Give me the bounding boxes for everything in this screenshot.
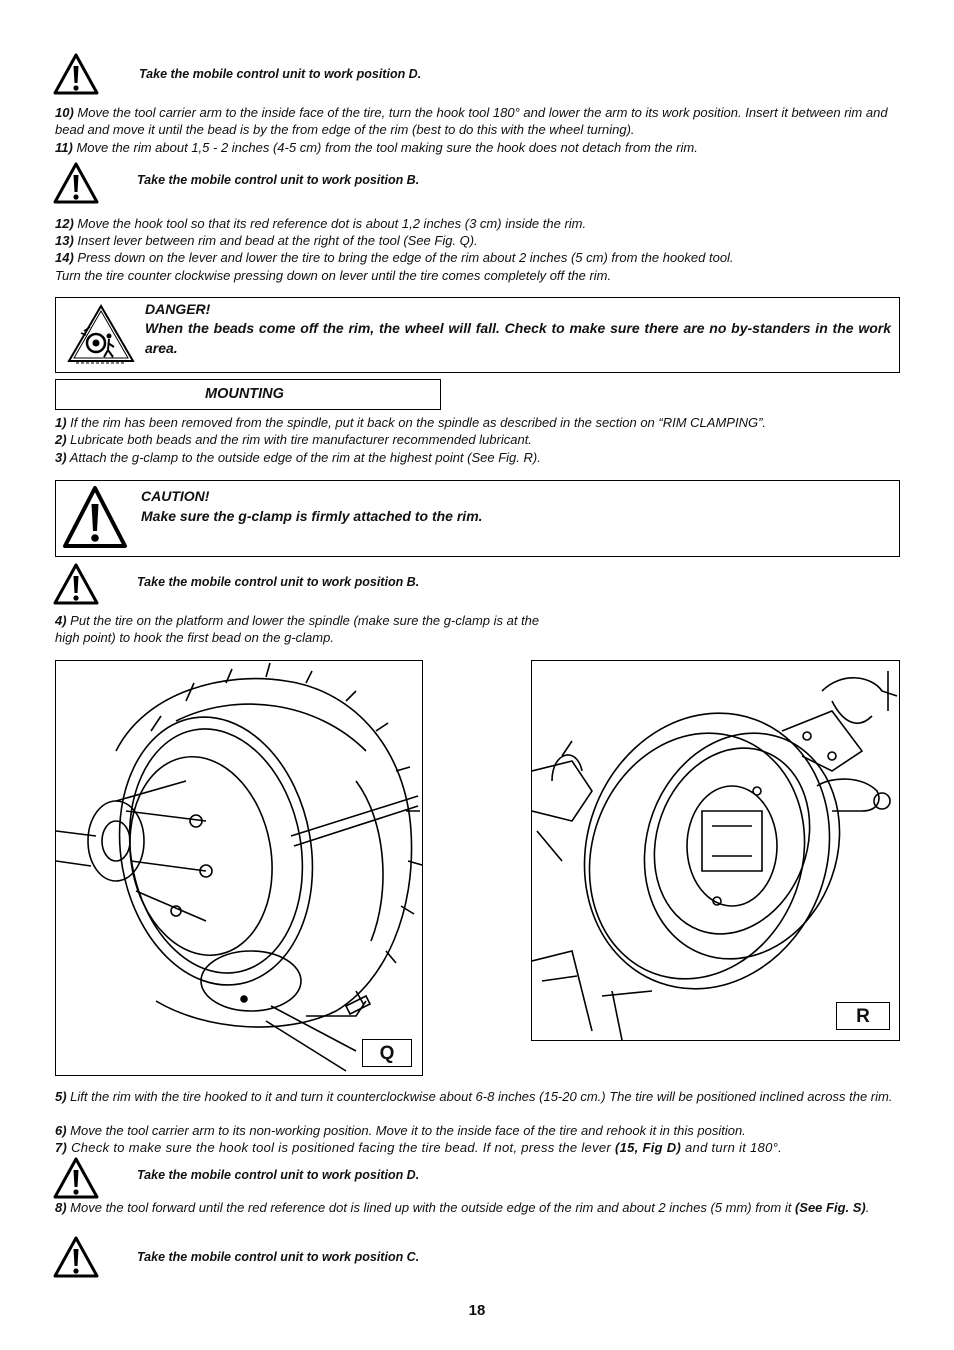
work-position-note: Take the mobile control unit to work position D. xyxy=(139,67,422,81)
work-position-note: Take the mobile control unit to work position C. xyxy=(137,1250,420,1264)
page-number: 18 xyxy=(468,1302,486,1319)
step-12: 12) Move the hook tool so that its red reference dot is about 1,2 inches (3 cm) inside the rim. xyxy=(55,216,587,231)
step-14-continued: Turn the tire counter clockwise pressing down on lever until the tire comes completely off the rim. xyxy=(55,268,612,283)
caution-body: Make sure the g-clamp is firmly attached to the rim. xyxy=(141,508,483,524)
work-position-note: Take the mobile control unit to work position D. xyxy=(137,1168,420,1182)
warning-triangle-icon xyxy=(53,563,99,605)
danger-title: DANGER! xyxy=(145,301,211,317)
work-position-note: Take the mobile control unit to work position B. xyxy=(137,173,420,187)
step-10: 10) Move the tool carrier arm to the inside face of the tire, turn the hook tool 180° and lower the arm to its work position. Insert it between rim and bead and move it until the bead is by the from edge of the rim (best to do this with the wheel turning). xyxy=(55,105,888,138)
step-11: 11) Move the rim about 1,5 - 2 inches (4-5 cm) from the tool making sure the hook does not detach from the rim. xyxy=(55,140,698,155)
falling-wheel-hazard-icon xyxy=(66,303,136,365)
caution-title: CAUTION! xyxy=(141,488,210,504)
step-8: 8) Move the tool forward until the red reference dot is lined up with the outside edge of the rim and about 2 inches (5 mm) from it (See Fig. S). xyxy=(55,1200,870,1215)
work-position-note: Take the mobile control unit to work position B. xyxy=(137,575,420,589)
step-13: 13) Insert lever between rim and bead at the right of the tool (See Fig. Q). xyxy=(55,233,478,248)
figure-q xyxy=(55,660,423,1076)
step-3: 3) Attach the g-clamp to the outside edge of the rim at the highest point (See Fig. R). xyxy=(55,450,541,465)
figure-r-label: R xyxy=(836,1002,890,1030)
step-14: 14) Press down on the lever and lower the tire to bring the edge of the rim about 2 inches (5 cm) from the hooked tool. xyxy=(55,250,734,265)
step-1: 1) If the rim has been removed from the spindle, put it back on the spindle as described in the section on “RIM CLAMPING”. xyxy=(55,415,767,430)
g-clamp-rim-illustration xyxy=(532,661,899,1040)
warning-triangle-icon xyxy=(53,1157,99,1199)
step-4: 4) Put the tire on the platform and lower the spindle (make sure the g-clamp is at the high point) to hook the first bead on the g-clamp. xyxy=(55,613,540,646)
warning-triangle-icon xyxy=(53,162,99,204)
step-2: 2) Lubricate both beads and the rim with tire manufacturer recommended lubricant. xyxy=(55,432,532,447)
warning-triangle-icon xyxy=(53,1236,99,1278)
section-title: MOUNTING xyxy=(205,386,284,402)
figure-q-label: Q xyxy=(362,1039,412,1067)
step-6: 6) Move the tool carrier arm to its non-working position. Move it to the inside face of the tire and rehook it in this position. xyxy=(55,1123,746,1138)
figure-r xyxy=(531,660,900,1041)
step-5: 5) Lift the rim with the tire hooked to it and turn it counterclockwise about 6-8 inches (15-20 cm.) The tire will be positioned inclined across the rim. xyxy=(55,1089,893,1104)
tire-demounting-illustration xyxy=(56,661,422,1075)
warning-triangle-icon xyxy=(53,53,99,95)
danger-body: When the beads come off the rim, the wheel will fall. Check to make sure there are no by-standers in the work area. xyxy=(145,320,891,356)
step-7: 7) Check to make sure the hook tool is positioned facing the tire bead. If not, press the lever (15, Fig D) and turn it 180°. xyxy=(55,1140,783,1155)
warning-triangle-icon xyxy=(62,485,128,549)
